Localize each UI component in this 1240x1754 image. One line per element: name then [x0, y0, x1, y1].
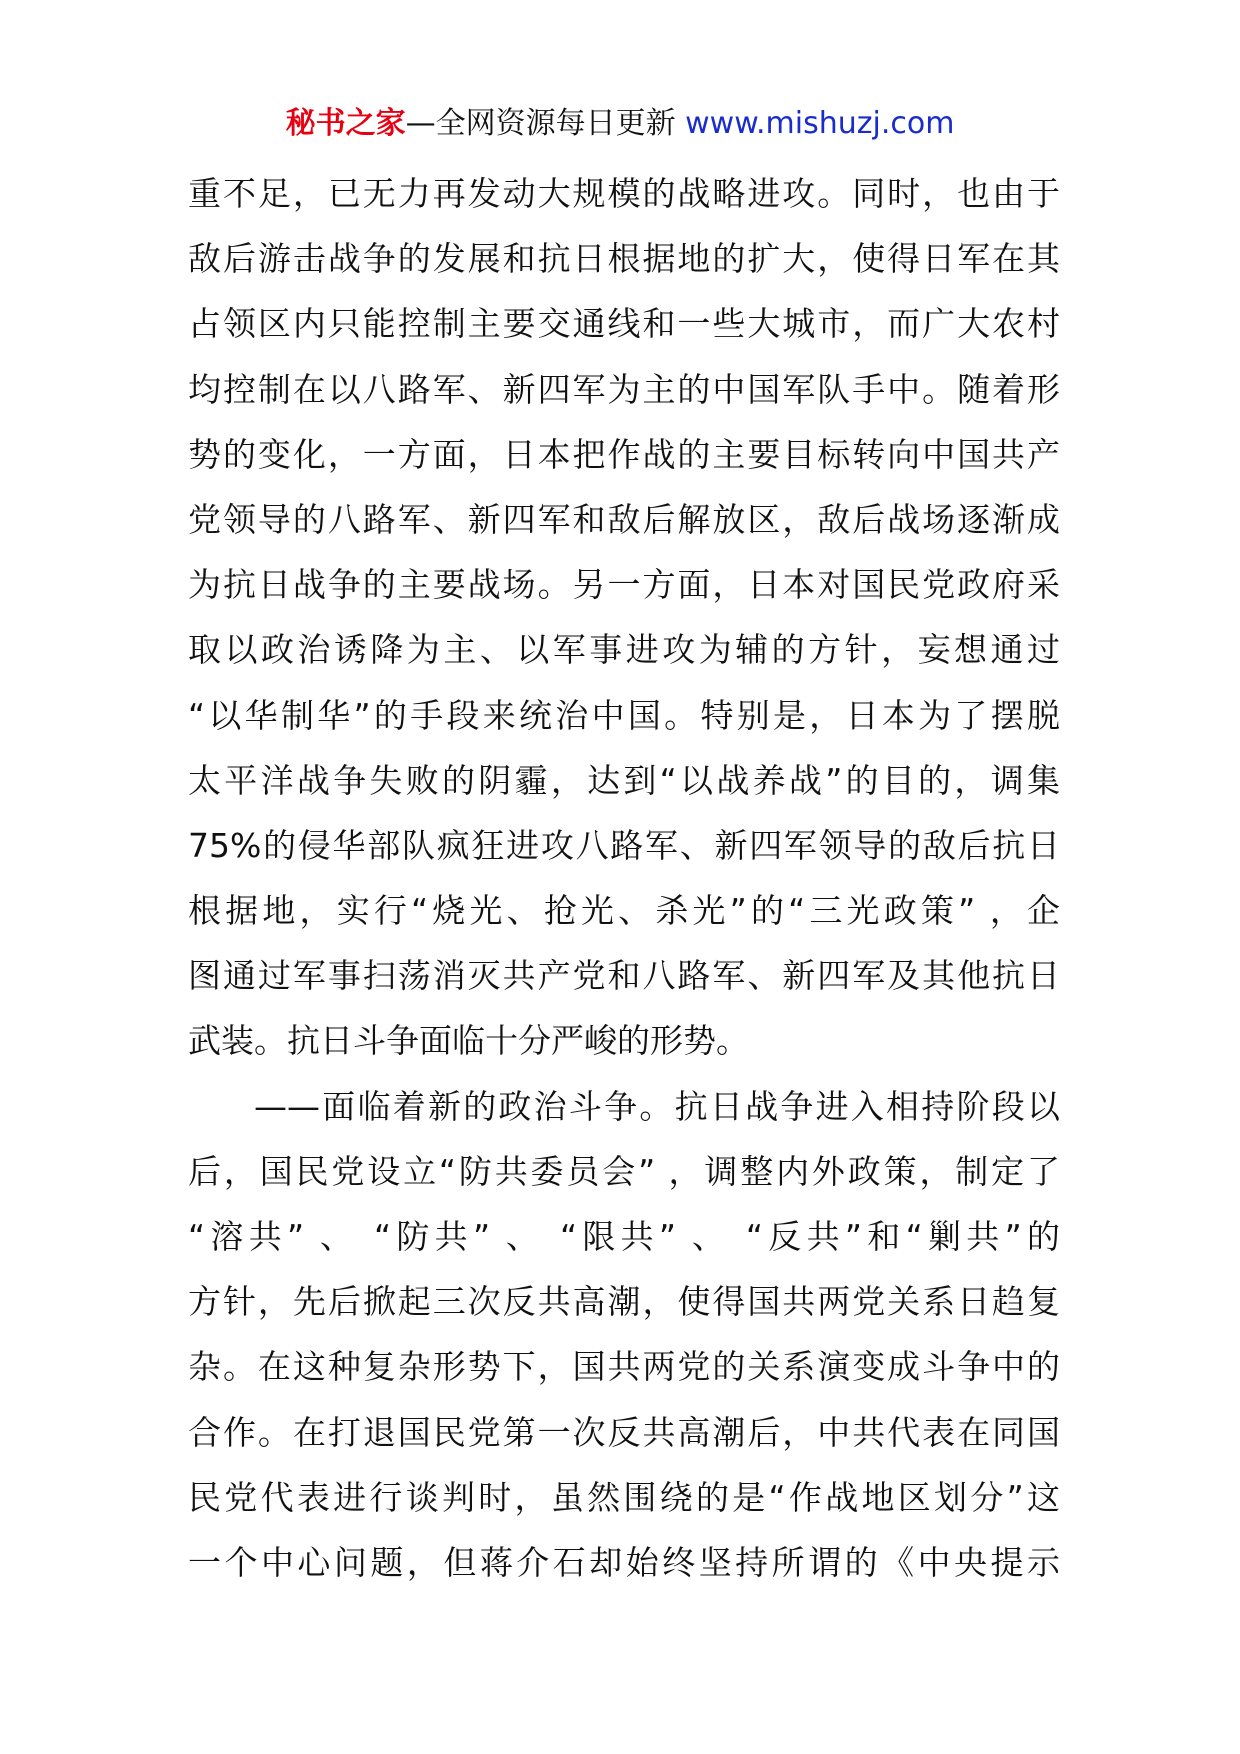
text-line: 后，国民党设立“防共委员会” ，调整内外政策，制定了 — [188, 1151, 1060, 1191]
text-line: 75%的侵华部队疯狂进攻八路军、新四军领导的敌后抗日 — [188, 825, 1060, 865]
text-line: 占领区内只能控制主要交通线和一些大城市，而广大农村 — [188, 304, 1060, 344]
site-tagline: —全网资源每日更新 — [405, 106, 676, 141]
text-line: 取以政治诱降为主、以军事进攻为辅的方针，妄想通过 — [188, 630, 1060, 670]
text-line: 敌后游击战争的发展和抗日根据地的扩大，使得日军在其 — [188, 239, 1060, 279]
text-line: 杂。在这种复杂形势下，国共两党的关系演变成斗争中的 — [188, 1347, 1060, 1387]
paragraph-start-line: ——面临着新的政治斗争。抗日战争进入相持阶段以 — [254, 1086, 1060, 1126]
text-line: 民党代表进行谈判时，虽然围绕的是“作战地区划分”这 — [188, 1477, 1060, 1517]
text-line: 一个中心问题，但蒋介石却始终坚持所谓的《中央提示 — [188, 1542, 1060, 1582]
site-brand: 秘书之家 — [285, 106, 406, 141]
text-line: 太平洋战争失败的阴霾，达到“以战养战”的目的，调集 — [188, 760, 1060, 800]
text-line: “以华制华”的手段来统治中国。特别是，日本为了摆脱 — [188, 695, 1060, 735]
text-line: 均控制在以八路军、新四军为主的中国军队手中。随着形 — [188, 369, 1060, 409]
text-line: 党领导的八路军、新四军和敌后解放区，敌后战场逐渐成 — [188, 499, 1060, 539]
text-line: 为抗日战争的主要战场。另一方面，日本对国民党政府采 — [188, 565, 1060, 605]
text-line: 根据地，实行“烧光、抢光、杀光”的“三光政策” ，企 — [188, 891, 1060, 931]
text-line: 势的变化，一方面，日本把作战的主要目标转向中国共产 — [188, 434, 1060, 474]
paragraph-end-line: 武装。抗日斗争面临十分严峻的形势。 — [188, 1021, 749, 1061]
text-line: 合作。在打退国民党第一次反共高潮后，中共代表在同国 — [188, 1412, 1060, 1452]
text-line: 图通过军事扫荡消灭共产党和八路军、新四军及其他抗日 — [188, 956, 1060, 996]
site-url-link[interactable]: www.mishuzj.com — [685, 106, 955, 141]
site-header — [0, 102, 1240, 146]
text-line: 方针，先后掀起三次反共高潮，使得国共两党关系日趋复 — [188, 1282, 1060, 1322]
document-body — [188, 161, 1060, 1595]
text-line: 重不足，已无力再发动大规模的战略进攻。同时，也由于 — [188, 174, 1060, 213]
text-line: “溶共” 、 “防共” 、 “限共” 、 “反共”和“剿共”的 — [188, 1217, 1060, 1256]
